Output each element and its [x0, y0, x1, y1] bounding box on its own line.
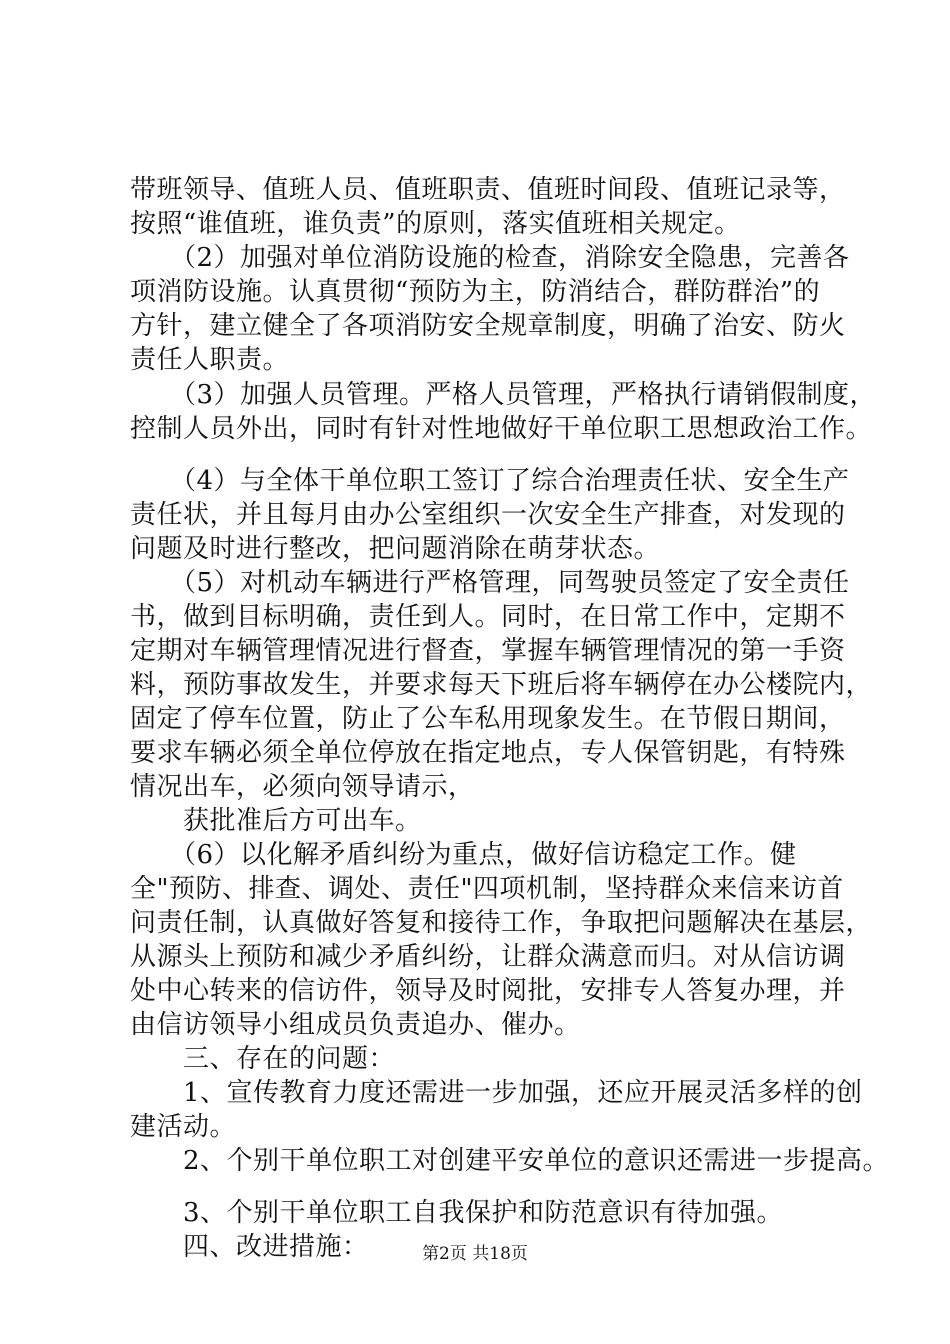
text-line: 要求车辆必须全单位停放在指定地点，专人保管钥匙，有特殊 — [130, 738, 846, 768]
text-line: 问责任制，认真做好答复和接待工作，争取把问题解决在基层， — [130, 908, 873, 938]
text-line: 按照“谁值班，谁负责”的原则，落实值班相关规定。 — [130, 209, 741, 239]
text-line: 项消防设施。认真贯彻“预防为主，防消结合，群防群治”的 — [130, 277, 821, 307]
text-line: 带班领导、值班人员、值班职责、值班时间段、值班记录等， — [130, 175, 846, 205]
text-line: 情况出车，必须向领导请示， — [130, 772, 475, 802]
text-line: 三、存在的问题： — [130, 1044, 396, 1074]
text-line: 全"预防、排查、调处、责任"四项机制，坚持群众来信来访首 — [130, 874, 844, 904]
text-line: （4）与全体干单位职工签订了综合治理责任状、安全生产 — [130, 466, 850, 496]
text-line: （2）加强对单位消防设施的检查，消除安全隐患，完善各 — [130, 243, 850, 273]
text-line: 处中心转来的信访件，领导及时阅批，安排专人答复办理，并 — [130, 976, 846, 1006]
text-line: （5）对机动车辆进行严格管理，同驾驶员签定了安全责任 — [130, 568, 850, 598]
text-line: （3）加强人员管理。严格人员管理，严格执行请销假制度， — [130, 380, 877, 410]
text-line: 3、个别干单位职工自我保护和防范意识有待加强。 — [130, 1198, 784, 1228]
text-line: 1、宣传教育力度还需进一步加强，还应开展灵活多样的创 — [130, 1078, 863, 1108]
text-line: 从源头上预防和减少矛盾纠纷，让群众满意而归。对从信访调 — [130, 942, 846, 972]
page-number: 第2页 共18页 — [422, 1244, 528, 1264]
text-line: 定期对车辆管理情况进行督查，掌握车辆管理情况的第一手资 — [130, 636, 846, 666]
text-line: 建活动。 — [130, 1112, 237, 1142]
text-line: 固定了停车位置，防止了公车私用现象发生。在节假日期间， — [130, 704, 846, 734]
text-line: 获批准后方可出车。 — [130, 806, 422, 836]
text-line: 责任状，并且每月由办公室组织一次安全生产排查，对发现的 — [130, 500, 846, 530]
text-line: 问题及时进行整改，把问题消除在萌芽状态。 — [130, 534, 661, 564]
text-line: 书，做到目标明确，责任到人。同时，在日常工作中，定期不 — [130, 602, 846, 632]
text-line: 四、改进措施： — [130, 1232, 369, 1262]
text-line: 料，预防事故发生，并要求每天下班后将车辆停在办公楼院内， — [130, 670, 873, 700]
text-line: 由信访领导小组成员负责追办、催办。 — [130, 1010, 581, 1040]
text-line: （6）以化解矛盾纠纷为重点，做好信访稳定工作。健 — [130, 840, 797, 870]
text-line: 责任人职责。 — [130, 345, 290, 375]
text-line: 控制人员外出，同时有针对性地做好干单位职工思想政治工作。 — [130, 414, 873, 444]
text-line: 2、个别干单位职工对创建平安单位的意识还需进一步提高。 — [130, 1146, 890, 1176]
text-line: 方针，建立健全了各项消防安全规章制度，明确了治安、防火 — [130, 311, 846, 341]
